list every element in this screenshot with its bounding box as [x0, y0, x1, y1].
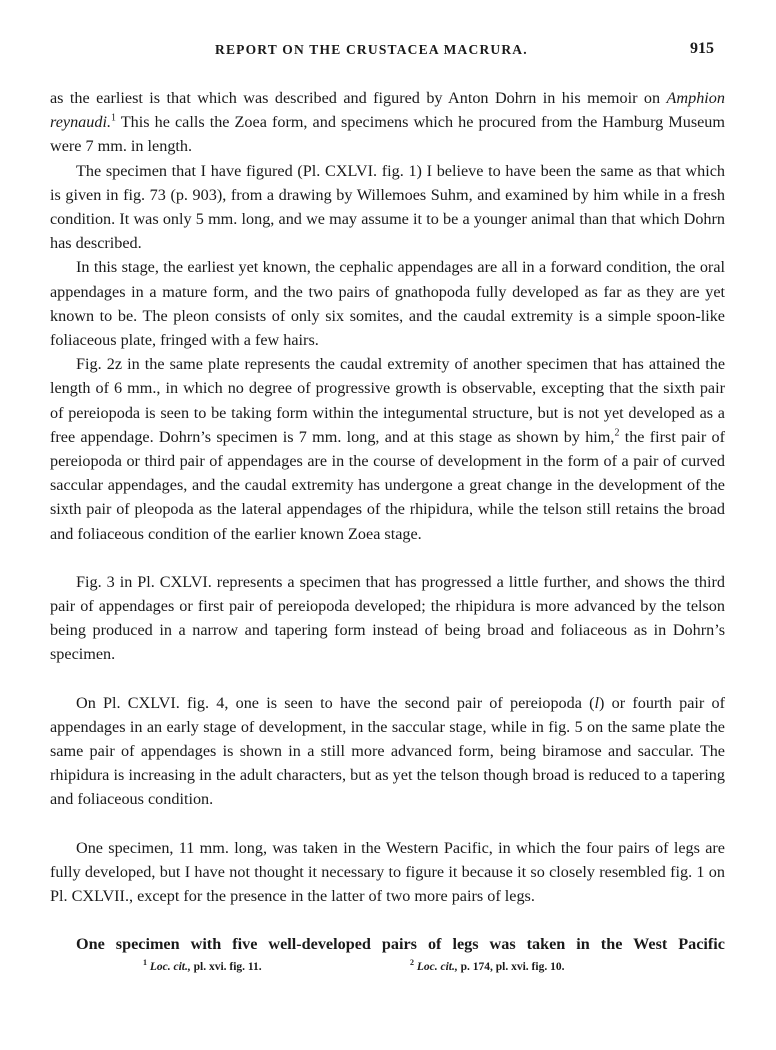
footnote-ref: 2	[614, 427, 620, 439]
paragraph	[50, 159, 725, 256]
text-run: One specimen, 11 mm. long, was taken in the Western Pacific, in which the four pairs of legs are fully developed, but I have not thought it necessary to figure it because it so closely resembled fig. 1 on Pl. CXLVII., except for the presence in the latter of two more pairs of legs.	[50, 838, 725, 906]
footnote-2	[410, 958, 565, 973]
footnote-citation: Loc. cit.,	[149, 961, 191, 973]
footnote-mark: 1	[143, 958, 147, 968]
text-run: as the earliest is that which was described and figured by Anton Dohrn in his memoir on	[50, 89, 667, 107]
text-run: the first pair of pereiopoda or third pair of appendages are in the course of development in the form of a pair of curved saccular appendages, and the caudal extremity has undergone a great change in the development of the sixth pair of pleopoda as the lateral appendages of the rhipidura, while the telson still retains the broad and foliaceous condition of the earlier known Zoea stage.	[50, 427, 725, 543]
footnotes	[0, 958, 776, 979]
paragraph	[50, 255, 725, 352]
text-run: The specimen that I have figured (Pl. CXLVI. fig. 1) I believe to have been the same as that which is given in fig. 73 (p. 903), from a drawing by Willemoes Suhm, and examined by him while in a fresh condition. It was only 5 mm. long, and we may assume it to be a younger animal than that which Dohrn has described.	[50, 161, 725, 253]
text-run: In this stage, the earliest yet known, the cephalic appendages are all in a forward condition, the oral appendages in a mature form, and the two pairs of gnathopoda fully developed as far as they are yet known to be. The pleon consists of only six somites, and the caudal extremity is a simple spoon-like foliaceous plate, fringed with a few hairs.	[50, 258, 725, 350]
text-run: One specimen with five well-developed pairs of legs was taken in the West Pacific	[76, 935, 725, 954]
paragraph-gap	[50, 812, 725, 836]
italic-text: l	[594, 693, 600, 712]
paragraph	[50, 932, 725, 956]
footnote-ref: 1	[111, 112, 116, 124]
footnote-text: pl. xvi. fig. 11.	[190, 961, 262, 973]
text-run: On Pl. CXLVI. fig. 4, one is seen to have the second pair of pereiopoda (	[76, 693, 595, 712]
footnote-citation: Loc. cit.,	[416, 961, 458, 973]
text-run: ) or fourth pair of appendages in an early stage of development, in the saccular stage, while in fig. 5 on the same plate the same pair of appendages is shown in a still more advanced form, being biramose and saccular. The rhipidura is increasing in the adult characters, but as yet the telson though broad is reduced to a tapering and foliaceous condition.	[50, 693, 725, 809]
page-header	[0, 40, 776, 64]
paragraph	[50, 691, 725, 812]
page-number: 915	[690, 40, 714, 57]
footnote-1	[143, 958, 262, 973]
footnote-text: p. 174, pl. xvi. fig. 10.	[457, 961, 565, 973]
paragraph	[50, 570, 725, 667]
paragraph-gap	[50, 908, 725, 932]
paragraph-gap	[50, 667, 725, 691]
text-run: This he calls the Zoea form, and specimens which he procured from the Hamburg Museum were 7 mm. in length.	[50, 113, 725, 156]
running-title: REPORT ON THE CRUSTACEA MACRURA.	[215, 42, 528, 57]
text-run: Fig. 3 in Pl. CXLVI. represents a specimen that has progressed a little further, and shows the third pair of appendages or first pair of pereiopoda developed; the rhipidura is more advanced by the telson being produced in a narrow and tapering form instead of being broad and foliaceous as in Dohrn’s specimen.	[50, 572, 725, 664]
footnote-mark: 2	[410, 958, 414, 968]
text-run: Fig. 2z in the same plate represents the caudal extremity of another specimen that has attained the length of 6 mm., in which no degree of progressive growth is observable, excepting that the sixth pair of pereiopoda is seen to be taking form within the integumental structure, but is not yet developed as a free appendage. Dohrn’s specimen is 7 mm. long, and at this stage as shown by him,	[50, 355, 725, 446]
paragraph-gap	[50, 546, 725, 570]
paragraph	[50, 352, 725, 546]
italic-text: Amphion reynaudi.	[50, 89, 725, 132]
paragraph	[50, 86, 725, 159]
paragraph	[50, 836, 725, 909]
body-text	[50, 86, 725, 957]
